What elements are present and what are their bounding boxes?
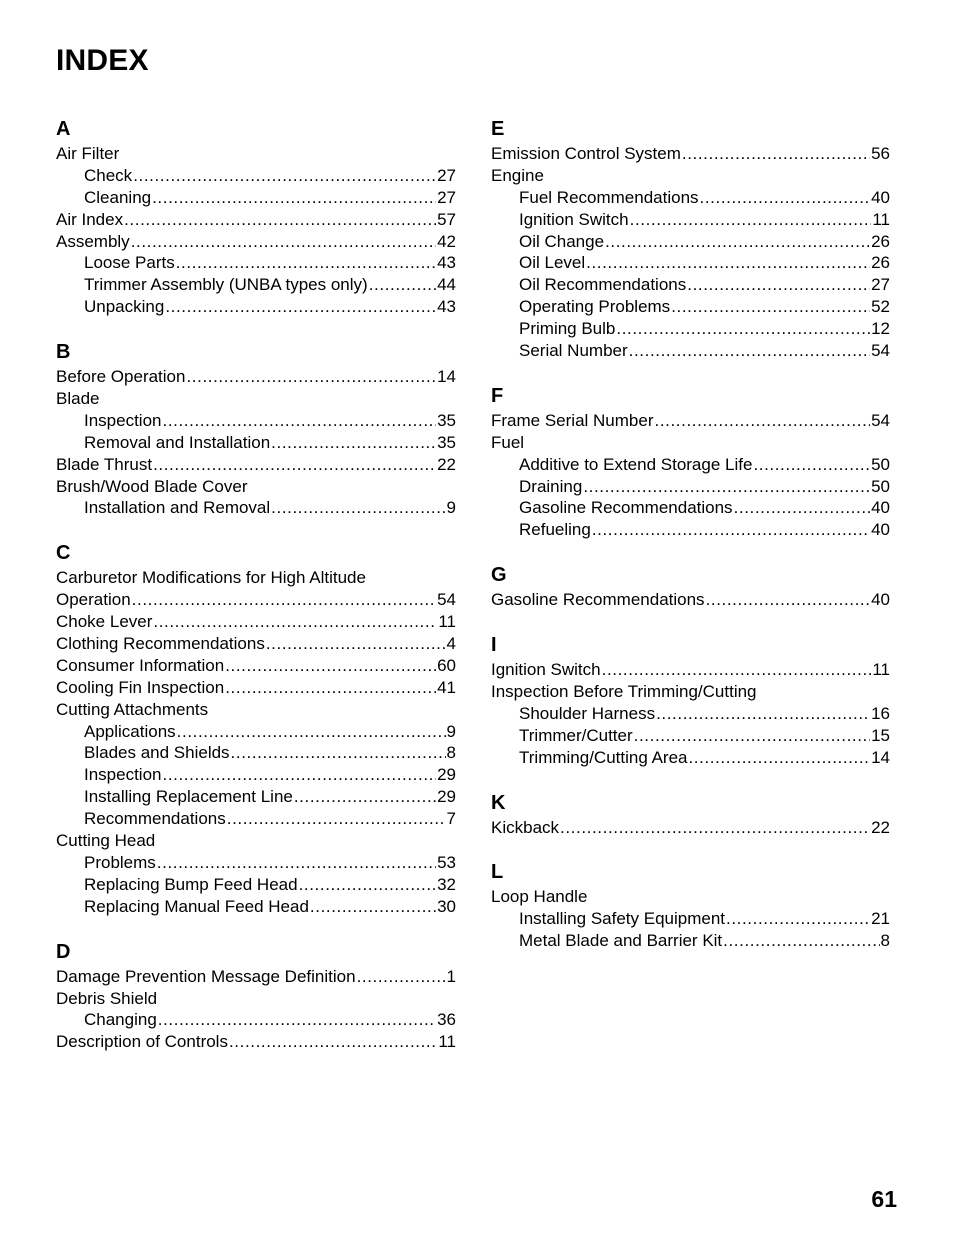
index-subentry	[491, 187, 890, 209]
index-entry	[56, 476, 456, 498]
index-subentry	[56, 187, 456, 209]
dot-leader	[165, 296, 436, 318]
dot-leader	[227, 808, 446, 830]
entry-page-number: 44	[437, 275, 456, 295]
dot-leader	[231, 742, 446, 764]
entry-label: Before Operation	[56, 367, 186, 387]
dot-leader	[131, 231, 436, 253]
dot-leader	[688, 747, 870, 769]
entry-page-number: 42	[437, 231, 456, 251]
index-subentry	[491, 340, 890, 362]
page-title: INDEX	[56, 44, 149, 77]
index-subentry	[56, 274, 456, 296]
dot-leader	[177, 721, 446, 743]
entry-label: Cutting Head	[56, 831, 156, 851]
entry-label: Inspection	[84, 765, 162, 785]
entry-page-number: 32	[437, 874, 456, 894]
entry-label: Changing	[84, 1010, 157, 1030]
entry-page-number: 43	[437, 253, 456, 273]
index-entry	[56, 966, 456, 988]
entry-page-number: 54	[871, 341, 890, 361]
index-subentry	[491, 747, 890, 769]
entry-label: Emission Control System	[491, 144, 681, 163]
index-entry	[56, 388, 456, 410]
index-subentry	[491, 725, 890, 747]
entry-label: Operation	[56, 590, 131, 610]
entry-page-number: 27	[437, 187, 456, 207]
dot-leader	[132, 589, 436, 611]
entry-label: Replacing Bump Feed Head	[84, 874, 298, 894]
entry-label: Blades and Shields	[84, 743, 230, 763]
entry-page-number: 11	[872, 209, 890, 229]
entry-label: Oil Change	[519, 231, 605, 251]
entry-label: Air Filter	[56, 144, 120, 163]
entry-label: Oil Level	[519, 253, 586, 273]
index-entry	[56, 830, 456, 852]
dot-leader	[153, 611, 437, 633]
entry-label: Problems	[84, 852, 156, 872]
dot-leader	[706, 589, 871, 611]
entry-label: Loop Handle	[491, 887, 588, 907]
section-letter: B	[56, 341, 71, 364]
entry-page-number: 35	[437, 410, 456, 430]
index-section-k	[491, 789, 890, 839]
entry-page-number: 22	[437, 454, 456, 474]
entry-label: Shoulder Harness	[519, 703, 656, 723]
index-entry	[491, 143, 890, 165]
dot-leader	[671, 296, 870, 318]
index-subentry	[56, 808, 456, 830]
entry-label: Cleaning	[84, 187, 152, 207]
index-subentry	[56, 432, 456, 454]
index-subentry	[56, 896, 456, 918]
index-entry	[56, 655, 456, 677]
index-entry	[491, 410, 890, 432]
index-subentry	[491, 703, 890, 725]
dot-leader	[163, 764, 437, 786]
index-entry	[491, 432, 890, 454]
section-letter: L	[491, 861, 504, 884]
index-subentry	[56, 786, 456, 808]
entry-label: Metal Blade and Barrier Kit	[519, 931, 723, 951]
dot-leader	[586, 252, 870, 274]
index-entry	[491, 589, 890, 611]
dot-leader	[176, 252, 436, 274]
entry-page-number: 30	[437, 896, 456, 916]
dot-leader	[229, 1031, 437, 1053]
entry-page-number: 26	[871, 231, 890, 251]
dot-leader	[682, 143, 870, 165]
entry-page-number: 4	[446, 634, 456, 654]
index-section-a	[56, 115, 456, 318]
entry-page-number: 9	[446, 498, 456, 518]
entry-label: Ignition Switch	[519, 209, 629, 229]
index-entry	[56, 366, 456, 388]
dot-leader	[630, 209, 872, 231]
index-subentry	[56, 874, 456, 896]
index-section-b	[56, 338, 456, 519]
dot-leader	[124, 209, 436, 231]
index-section-c	[56, 539, 456, 917]
dot-leader	[294, 786, 436, 808]
index-subentry	[56, 165, 456, 187]
entry-label: Air Index	[56, 209, 124, 229]
index-entry	[491, 817, 890, 839]
section-letter: I	[491, 634, 497, 657]
page-number: 61	[871, 1186, 897, 1212]
index-entry	[56, 143, 456, 165]
entry-label: Gasoline Recommendations	[519, 498, 733, 518]
dot-leader	[152, 187, 436, 209]
index-subentry	[56, 721, 456, 743]
entry-label: Debris Shield	[56, 988, 158, 1008]
entry-label: Operating Problems	[519, 297, 671, 317]
dot-leader	[629, 340, 870, 362]
dot-leader	[656, 703, 870, 725]
entry-page-number: 53	[437, 852, 456, 872]
index-column-left	[56, 115, 456, 1073]
entry-label: Gasoline Recommendations	[491, 590, 705, 610]
entry-label: Refueling	[519, 520, 591, 540]
dot-leader	[357, 966, 446, 988]
entry-page-number: 8	[446, 743, 456, 763]
entry-label: Frame Serial Number	[491, 410, 654, 430]
entry-page-number: 56	[871, 144, 890, 163]
entry-label: Fuel Recommendations	[519, 187, 699, 207]
entry-page-number: 40	[871, 187, 890, 207]
entry-page-number: 27	[871, 275, 890, 295]
index-entry	[491, 886, 890, 908]
entry-page-number: 1	[446, 966, 456, 986]
entry-page-number: 57	[437, 209, 456, 229]
entry-label: Carburetor Modifications for High Altitude	[56, 568, 366, 588]
entry-page-number: 9	[446, 721, 456, 741]
index-entry	[491, 165, 890, 187]
dot-leader	[369, 274, 436, 296]
entry-label: Replacing Manual Feed Head	[84, 896, 309, 916]
dot-leader	[271, 432, 436, 454]
entry-label: Choke Lever	[56, 612, 153, 632]
index-entry	[491, 659, 890, 681]
dot-leader	[310, 896, 436, 918]
section-letter: K	[491, 791, 506, 814]
entry-label: Ignition Switch	[491, 660, 601, 680]
entry-label: Cutting Attachments	[56, 699, 209, 719]
entry-label: Cooling Fin Inspection	[56, 677, 225, 697]
dot-leader	[225, 677, 436, 699]
entry-page-number: 52	[871, 297, 890, 317]
dot-leader	[157, 852, 436, 874]
index-subentry	[56, 410, 456, 432]
index-subentry	[56, 852, 456, 874]
entry-label: Installing Replacement Line	[84, 787, 293, 807]
entry-label: Description of Controls	[56, 1032, 228, 1052]
index-section-d	[56, 938, 456, 1054]
entry-page-number: 27	[437, 165, 456, 185]
index-subentry	[56, 296, 456, 318]
entry-label: Engine	[491, 165, 544, 185]
index-section-g	[491, 561, 890, 611]
dot-leader	[655, 410, 871, 432]
entry-label: Serial Number	[519, 341, 628, 361]
dot-leader	[634, 725, 870, 747]
index-subentry	[56, 742, 456, 764]
entry-page-number: 16	[871, 703, 890, 723]
index-subentry	[491, 318, 890, 340]
index-section-i	[491, 631, 890, 768]
entry-page-number: 11	[438, 612, 456, 632]
entry-page-number: 12	[871, 319, 890, 339]
entry-label: Assembly	[56, 231, 130, 251]
entry-page-number: 15	[871, 725, 890, 745]
entry-label: Fuel	[491, 432, 525, 452]
entry-label: Damage Prevention Message Definition	[56, 966, 356, 986]
entry-page-number: 8	[880, 931, 890, 951]
entry-page-number: 22	[871, 817, 890, 837]
entry-label: Applications	[84, 721, 176, 741]
entry-label: Blade	[56, 389, 100, 409]
entry-label: Oil Recommendations	[519, 275, 687, 295]
entry-label: Trimming/Cutting Area	[519, 747, 688, 767]
entry-page-number: 54	[871, 410, 890, 430]
index-subentry	[491, 231, 890, 253]
index-subentry	[491, 296, 890, 318]
entry-page-number: 60	[437, 655, 456, 675]
dot-leader	[583, 476, 870, 498]
dot-leader	[723, 930, 879, 952]
index-subentry	[56, 497, 456, 519]
entry-page-number: 43	[437, 297, 456, 317]
index-entry	[56, 231, 456, 253]
dot-leader	[153, 454, 436, 476]
index-entry	[56, 1031, 456, 1053]
entry-label: Kickback	[491, 817, 560, 837]
index-entry	[56, 699, 456, 721]
index-section-l	[491, 858, 890, 952]
index-entry	[56, 633, 456, 655]
entry-label: Trimmer Assembly (UNBA types only)	[84, 275, 368, 295]
entry-page-number: 29	[437, 765, 456, 785]
index-entry	[56, 589, 456, 611]
index-subentry	[491, 476, 890, 498]
entry-page-number: 54	[437, 590, 456, 610]
index-subentry	[56, 1009, 456, 1031]
entry-label: Blade Thrust	[56, 454, 153, 474]
index-section-e	[491, 115, 890, 362]
dot-leader	[186, 366, 436, 388]
index-subentry	[491, 252, 890, 274]
index-entry	[56, 611, 456, 633]
entry-label: Installing Safety Equipment	[519, 909, 726, 929]
section-letter: G	[491, 564, 507, 587]
dot-leader	[734, 497, 871, 519]
dot-leader	[133, 165, 436, 187]
dot-leader	[560, 817, 870, 839]
index-entry	[491, 681, 890, 703]
index-entry	[56, 567, 456, 589]
entry-page-number: 11	[872, 660, 890, 680]
entry-label: Draining	[519, 476, 583, 496]
dot-leader	[753, 454, 870, 476]
entry-page-number: 7	[446, 809, 456, 829]
section-letter: D	[56, 940, 71, 963]
dot-leader	[700, 187, 871, 209]
index-subentry	[491, 908, 890, 930]
index-subentry	[56, 764, 456, 786]
entry-label: Inspection Before Trimming/Cutting	[491, 682, 757, 702]
dot-leader	[592, 519, 870, 541]
entry-page-number: 21	[871, 909, 890, 929]
entry-page-number: 11	[438, 1032, 456, 1052]
section-letter: E	[491, 118, 505, 140]
dot-leader	[158, 1009, 436, 1031]
dot-leader	[687, 274, 870, 296]
index-entry	[56, 677, 456, 699]
entry-label: Loose Parts	[84, 253, 175, 273]
entry-page-number: 40	[871, 590, 890, 610]
entry-page-number: 40	[871, 498, 890, 518]
entry-page-number: 14	[871, 747, 890, 767]
entry-page-number: 41	[437, 677, 456, 697]
index-subentry	[491, 209, 890, 231]
entry-label: Unpacking	[84, 297, 165, 317]
entry-label: Trimmer/Cutter	[519, 725, 633, 745]
section-letter: C	[56, 542, 71, 565]
index-subentry	[491, 930, 890, 952]
index-subentry	[56, 252, 456, 274]
entry-label: Recommendations	[84, 809, 226, 829]
dot-leader	[163, 410, 437, 432]
entry-page-number: 29	[437, 787, 456, 807]
index-entry	[56, 454, 456, 476]
dot-leader	[602, 659, 872, 681]
entry-label: Removal and Installation	[84, 432, 271, 452]
index-subentry	[491, 454, 890, 476]
entry-page-number: 36	[437, 1010, 456, 1030]
dot-leader	[271, 497, 445, 519]
section-letter: A	[56, 118, 71, 140]
entry-page-number: 26	[871, 253, 890, 273]
dot-leader	[225, 655, 436, 677]
entry-label: Installation and Removal	[84, 498, 271, 518]
entry-page-number: 35	[437, 432, 456, 452]
index-entry	[56, 988, 456, 1010]
entry-label: Consumer Information	[56, 655, 225, 675]
entry-label: Additive to Extend Storage Life	[519, 454, 753, 474]
dot-leader	[726, 908, 870, 930]
entry-page-number: 14	[437, 367, 456, 387]
entry-page-number: 50	[871, 476, 890, 496]
dot-leader	[266, 633, 446, 655]
index-subentry	[491, 519, 890, 541]
index-subentry	[491, 497, 890, 519]
index-section-f	[491, 382, 890, 541]
section-letter: F	[491, 384, 504, 407]
entry-label: Clothing Recommendations	[56, 634, 265, 654]
entry-label: Priming Bulb	[519, 319, 616, 339]
entry-page-number: 50	[871, 454, 890, 474]
index-entry	[56, 209, 456, 231]
index-column-right	[491, 115, 890, 972]
entry-label: Brush/Wood Blade Cover	[56, 476, 248, 496]
entry-label: Check	[84, 165, 133, 185]
index-subentry	[491, 274, 890, 296]
dot-leader	[605, 231, 870, 253]
dot-leader	[616, 318, 870, 340]
entry-label: Inspection	[84, 410, 162, 430]
dot-leader	[299, 874, 437, 896]
entry-page-number: 40	[871, 520, 890, 540]
